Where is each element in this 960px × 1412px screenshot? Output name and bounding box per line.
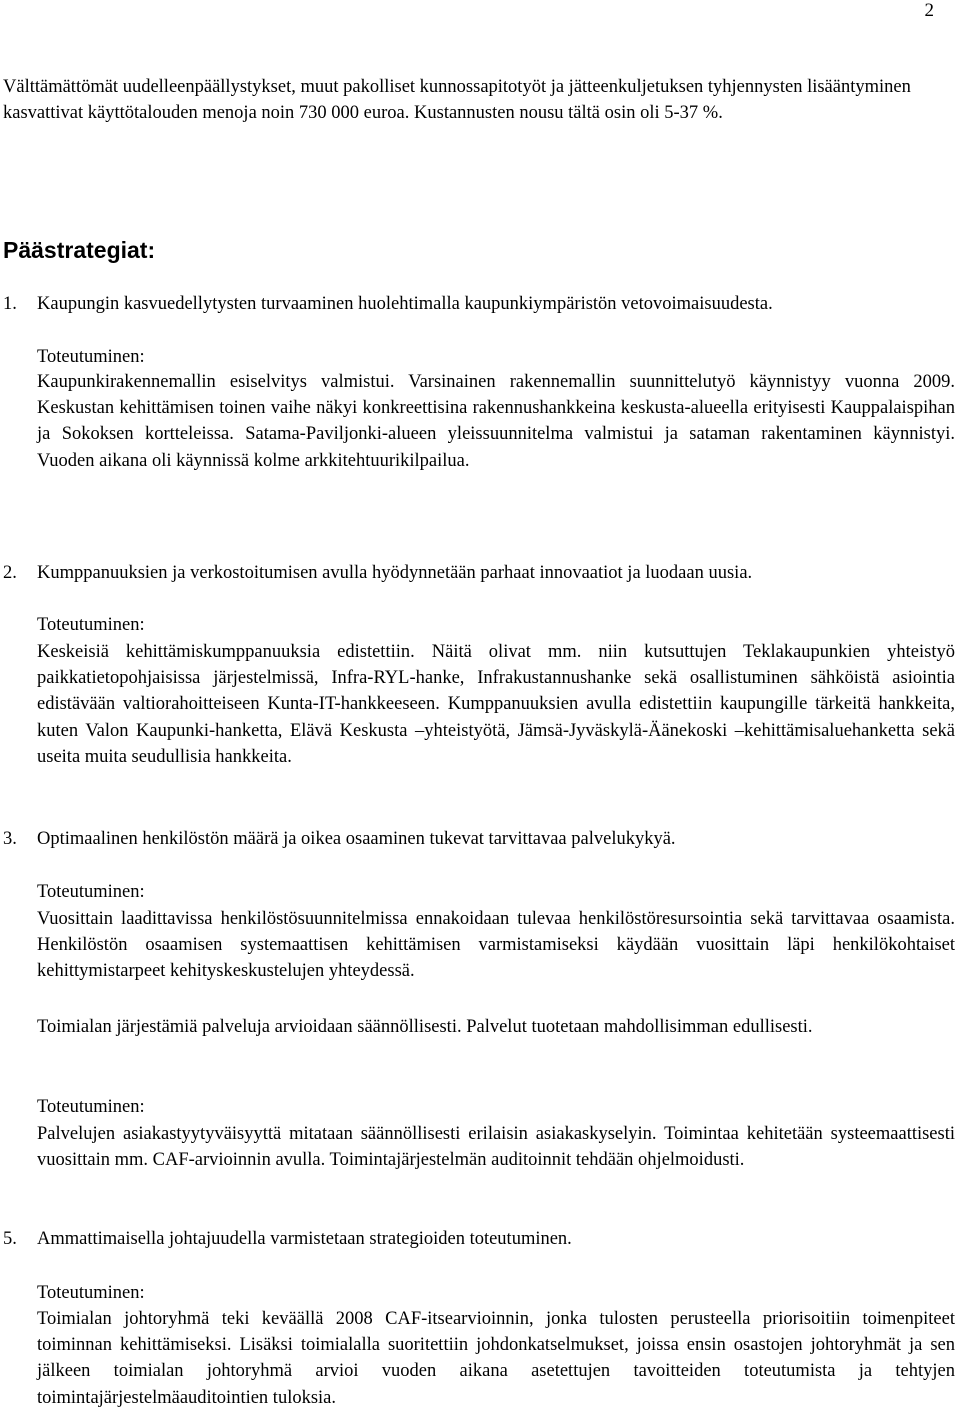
strategy-body: Kaupunkirakennemallin esiselvitys valmistui. Varsinainen rakennemallin suunnittelutyö käynnistyy vuonna 2009. Keskustan kehittämisen toinen vaihe näkyi konkreettisina rakennushankkeina keskusta-alueella erityisesti Kauppalaispihan ja Sokoksen kortteleissa. Satama-Paviljonki-alueen yleissuunnitelma valmistui ja sataman rakentaminen käynnistyi. Vuoden aikana oli käynnissä kolme arkkitehtuurikilpailua. — [37, 372, 955, 471]
strategy-number: 5. — [3, 1229, 17, 1249]
strategy-title-text: Ammattimaisella johtajuudella varmistetaan strategioiden toteutuminen. — [37, 1229, 572, 1249]
strategy-title-text: Optimaalinen henkilöstön määrä ja oikea osaaminen tukevat tarvittavaa palvelukykyä. — [37, 829, 676, 849]
strategy-number: 1. — [3, 294, 17, 314]
toteutuminen-label: Toteutuminen: — [37, 347, 145, 367]
strategy-title — [3, 1014, 955, 1040]
strategy-title-text: Toimialan järjestämiä palveluja arvioidaan säännöllisesti. Palvelut tuotetaan mahdollisimman edullisesti. — [37, 1017, 813, 1037]
strategy-title — [3, 560, 955, 586]
section-heading: Päästrategiat: — [3, 237, 156, 263]
strategy-body: Toimialan johtoryhmä teki keväällä 2008 CAF-itsearvioinnin, jonka tulosten perusteella priorisoitiin toimenpiteet toiminnan kehittämiseksi. Lisäksi toimialalla suoritettiin johdonkatselmukset, joissa ensin osastojen johtoryhmät ja sen jälkeen toimialan johtoryhmä arvioi vuoden aikana asetettujen tavoitteiden toteutumista ja tehtyjen toimintajärjestelmäauditointien tuloksia. — [37, 1309, 955, 1408]
strategy-number: 3. — [3, 829, 17, 849]
page-number: 2 — [924, 0, 934, 21]
toteutuminen-label: Toteutuminen: — [37, 1283, 145, 1303]
toteutuminen-label: Toteutuminen: — [37, 1097, 145, 1117]
strategy-title — [3, 291, 955, 317]
strategy-body: Vuosittain laadittavissa henkilöstösuunnitelmissa ennakoidaan tulevaa henkilöstöresursointia sekä tarvittavaa osaamista. Henkilöstön osaamisen systemaattisen kehittämisen varmistamiseksi käydään vuosittain läpi henkilökohtaiset kehittymistarpeet kehityskeskustelujen yhteydessä. — [37, 909, 955, 982]
intro-paragraph: Välttämättömät uudelleenpäällystykset, muut pakolliset kunnossapitotyöt ja jätteenkuljetuksen tyhjennysten lisääntyminen kasvattivat käyttötalouden menoja noin 730 000 euroa. Kustannusten nousu tältä osin oli 5-37 %. — [3, 77, 911, 123]
toteutuminen-label: Toteutuminen: — [37, 882, 145, 902]
strategy-title — [3, 826, 955, 852]
strategy-title — [3, 1226, 955, 1252]
strategy-number — [3, 1014, 37, 1040]
toteutuminen-label: Toteutuminen: — [37, 615, 145, 635]
strategy-body: Keskeisiä kehittämiskumppanuuksia edistettiin. Näitä olivat mm. niin kutsuttujen Teklakaupunkien yhteistyö paikkatietopohjaisissa järjestelmissä, Infra-RYL-hanke, Infrakustannushanke sekä osallistuminen sähköistä asiointia edistävään valtiorahoitteiseen Kunta-IT-hankkeeseen. Kumppanuuksien avulla edistettiin kaupungille tärkeitä hankkeita, kuten Valon Kaupunki-hanketta, Elävä Keskusta –yhteistyötä, Jämsä-Jyväskylä-Äänekoski –kehittämisaluehanketta sekä useita muita seudullisia hankkeita. — [37, 642, 955, 767]
strategy-title-text: Kumppanuuksien ja verkostoitumisen avulla hyödynnetään parhaat innovaatiot ja luodaan uusia. — [37, 563, 753, 583]
strategy-body: Palvelujen asiakastyytyväisyyttä mitataan säännöllisesti erilaisin asiakaskyselyin. Toimintaa kehitetään systeemaattisesti vuosittain mm. CAF-arvioinnin avulla. Toimintajärjestelmän auditoinnit tehdään ohjelmoidusti. — [37, 1124, 955, 1171]
strategy-title-text: Kaupungin kasvuedellytysten turvaaminen huolehtimalla kaupunkiympäristön vetovoimaisuudesta. — [37, 294, 773, 314]
strategy-number: 2. — [3, 563, 17, 583]
